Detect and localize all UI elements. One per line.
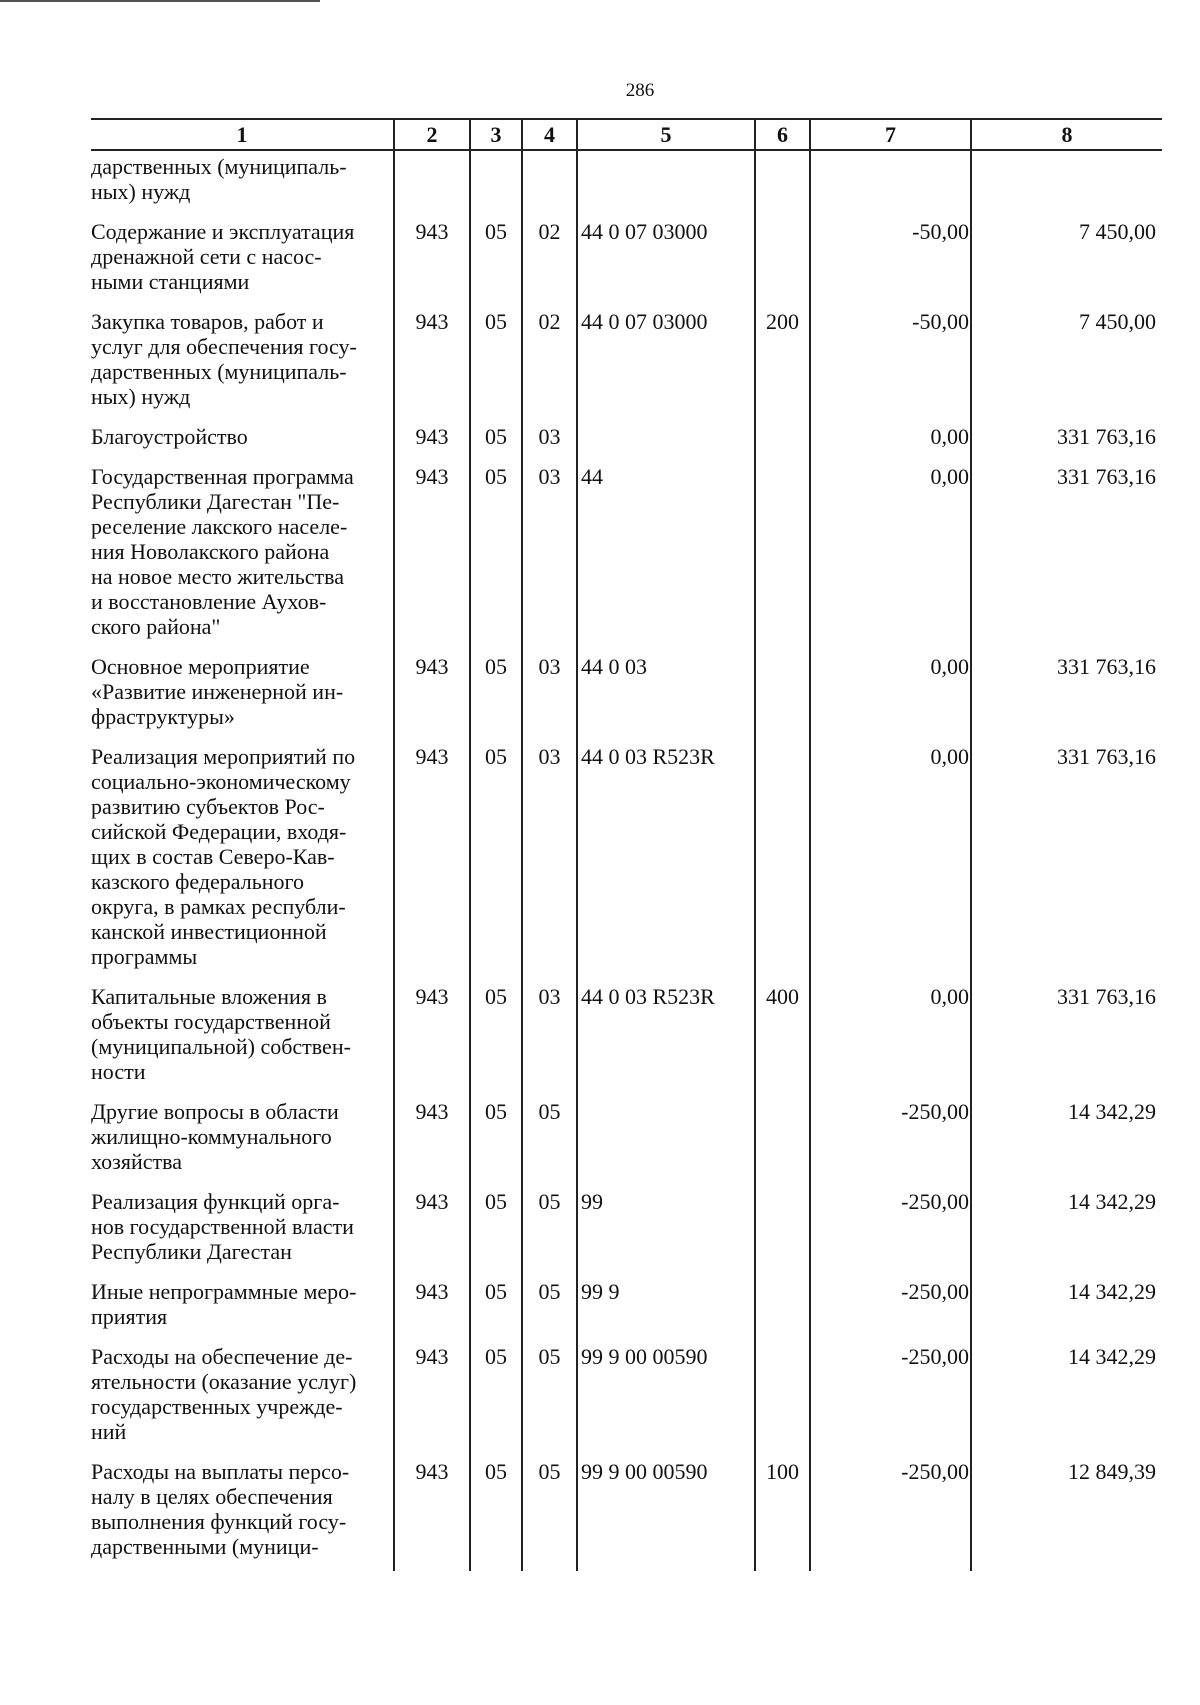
cell-change-amount — [810, 150, 971, 216]
row-description: Благоустройство — [91, 424, 248, 449]
column-header-4: 4 — [522, 119, 577, 150]
cell-total-amount: 14 342,29 — [971, 1276, 1162, 1341]
cell-section: 05 — [470, 421, 522, 461]
cell-admin-code: 943 — [394, 216, 470, 306]
cell-change-amount: -250,00 — [810, 1096, 971, 1186]
cell-subsection: 03 — [522, 651, 577, 741]
table-row — [91, 741, 1162, 981]
cell-target-article: 44 0 07 03000 — [577, 216, 755, 306]
cell-section: 05 — [470, 981, 522, 1096]
cell-target-article: 99 — [577, 1186, 755, 1276]
cell-admin-code: 943 — [394, 1186, 470, 1276]
cell-section — [470, 150, 522, 216]
cell-target-article: 44 0 03 R523R — [577, 981, 755, 1096]
row-description: Иные непрограммные меро- приятия — [91, 1279, 357, 1329]
cell-change-amount: -250,00 — [810, 1341, 971, 1456]
cell-admin-code: 943 — [394, 1276, 470, 1341]
cell-total-amount: 7 450,00 — [971, 216, 1162, 306]
page-number: 286 — [625, 80, 655, 101]
cell-change-amount: -50,00 — [810, 306, 971, 421]
cell-total-amount: 331 763,16 — [971, 741, 1162, 981]
row-description: Государственная программа Республики Дагестан "Пе- реселение лакского населе- ния Новолакского района на новое место жительства и восстановление Аухов- ского района" — [91, 464, 354, 639]
cell-admin-code: 943 — [394, 306, 470, 421]
cell-expense-type: 100 — [755, 1456, 810, 1571]
budget-table — [91, 118, 1162, 1571]
cell-expense-type — [755, 1186, 810, 1276]
table-row — [91, 1276, 1162, 1341]
cell-change-amount: 0,00 — [810, 981, 971, 1096]
row-description: Расходы на обеспечение де- ятельности (оказание услуг) государственных учрежде- ний — [91, 1344, 357, 1444]
cell-target-article — [577, 421, 755, 461]
cell-total-amount: 14 342,29 — [971, 1186, 1162, 1276]
row-description: дарственных (муниципаль- ных) нужд — [91, 154, 347, 204]
cell-section: 05 — [470, 461, 522, 651]
cell-target-article: 99 9 — [577, 1276, 755, 1341]
table-body — [91, 150, 1162, 1571]
cell-total-amount: 7 450,00 — [971, 306, 1162, 421]
cell-total-amount — [971, 150, 1162, 216]
cell-subsection: 05 — [522, 1341, 577, 1456]
row-description: Реализация функций орга- нов государственной власти Республики Дагестан — [91, 1189, 354, 1264]
cell-expense-type — [755, 421, 810, 461]
cell-total-amount: 14 342,29 — [971, 1341, 1162, 1456]
cell-section: 05 — [470, 741, 522, 981]
cell-change-amount: 0,00 — [810, 651, 971, 741]
row-description: Основное мероприятие «Развитие инженерной ин- фраструктуры» — [91, 654, 344, 729]
table-row — [91, 461, 1162, 651]
cell-total-amount: 331 763,16 — [971, 651, 1162, 741]
cell-subsection: 03 — [522, 981, 577, 1096]
column-header-2: 2 — [394, 119, 470, 150]
cell-target-article — [577, 150, 755, 216]
cell-target-article: 99 9 00 00590 — [577, 1341, 755, 1456]
cell-total-amount: 14 342,29 — [971, 1096, 1162, 1186]
cell-total-amount: 331 763,16 — [971, 421, 1162, 461]
table-row — [91, 216, 1162, 306]
cell-subsection: 05 — [522, 1186, 577, 1276]
table-row — [91, 150, 1162, 216]
cell-section: 05 — [470, 306, 522, 421]
top-edge-rule — [0, 0, 320, 2]
column-header-8: 8 — [971, 119, 1162, 150]
cell-change-amount: -250,00 — [810, 1276, 971, 1341]
cell-change-amount: 0,00 — [810, 741, 971, 981]
row-description: Закупка товаров, работ и услуг для обеспечения госу- дарственных (муниципаль- ных) нужд — [91, 309, 357, 409]
cell-admin-code: 943 — [394, 1096, 470, 1186]
table-row — [91, 1186, 1162, 1276]
cell-section: 05 — [470, 216, 522, 306]
table-row — [91, 1456, 1162, 1571]
cell-subsection — [522, 150, 577, 216]
cell-subsection: 03 — [522, 741, 577, 981]
cell-admin-code: 943 — [394, 981, 470, 1096]
column-header-6: 6 — [755, 119, 810, 150]
column-header-7: 7 — [810, 119, 971, 150]
cell-change-amount: -50,00 — [810, 216, 971, 306]
cell-expense-type — [755, 150, 810, 216]
cell-expense-type — [755, 651, 810, 741]
cell-subsection: 05 — [522, 1276, 577, 1341]
cell-section: 05 — [470, 651, 522, 741]
cell-total-amount: 331 763,16 — [971, 461, 1162, 651]
cell-change-amount: -250,00 — [810, 1456, 971, 1571]
row-description: Другие вопросы в области жилищно-коммунального хозяйства — [91, 1099, 339, 1174]
table-row — [91, 981, 1162, 1096]
cell-target-article: 44 0 03 R523R — [577, 741, 755, 981]
table-row — [91, 306, 1162, 421]
row-description: Реализация мероприятий по социально-экономическому развитию субъектов Рос- сийской Федерации, входя- щих в состав Северо-Кав- казского федерального округа, в рамках республи- канской инвестиционной программы — [91, 744, 356, 969]
cell-admin-code: 943 — [394, 1341, 470, 1456]
row-description: Содержание и эксплуатация дренажной сети с насос- ными станциями — [91, 219, 355, 294]
column-header-3: 3 — [470, 119, 522, 150]
cell-admin-code: 943 — [394, 461, 470, 651]
cell-subsection: 02 — [522, 216, 577, 306]
cell-target-article: 44 — [577, 461, 755, 651]
cell-section: 05 — [470, 1456, 522, 1571]
cell-section: 05 — [470, 1186, 522, 1276]
cell-expense-type — [755, 1276, 810, 1341]
cell-section: 05 — [470, 1096, 522, 1186]
table-row — [91, 1341, 1162, 1456]
cell-expense-type — [755, 1096, 810, 1186]
cell-section: 05 — [470, 1276, 522, 1341]
cell-change-amount: -250,00 — [810, 1186, 971, 1276]
cell-change-amount: 0,00 — [810, 461, 971, 651]
cell-admin-code: 943 — [394, 421, 470, 461]
cell-subsection: 03 — [522, 461, 577, 651]
cell-subsection: 05 — [522, 1456, 577, 1571]
cell-section: 05 — [470, 1341, 522, 1456]
cell-admin-code: 943 — [394, 1456, 470, 1571]
cell-target-article: 44 0 07 03000 — [577, 306, 755, 421]
cell-admin-code — [394, 150, 470, 216]
cell-expense-type — [755, 741, 810, 981]
table-header-row — [91, 119, 1162, 150]
column-header-1: 1 — [91, 119, 394, 150]
cell-expense-type — [755, 1341, 810, 1456]
cell-change-amount: 0,00 — [810, 421, 971, 461]
cell-expense-type: 200 — [755, 306, 810, 421]
cell-admin-code: 943 — [394, 651, 470, 741]
table-row — [91, 1096, 1162, 1186]
cell-target-article: 99 9 00 00590 — [577, 1456, 755, 1571]
cell-subsection: 03 — [522, 421, 577, 461]
column-header-5: 5 — [577, 119, 755, 150]
table-row — [91, 421, 1162, 461]
table-row — [91, 651, 1162, 741]
cell-admin-code: 943 — [394, 741, 470, 981]
cell-expense-type: 400 — [755, 981, 810, 1096]
cell-expense-type — [755, 461, 810, 651]
cell-total-amount: 12 849,39 — [971, 1456, 1162, 1571]
cell-expense-type — [755, 216, 810, 306]
cell-subsection: 02 — [522, 306, 577, 421]
cell-total-amount: 331 763,16 — [971, 981, 1162, 1096]
row-description: Расходы на выплаты персо- налу в целях обеспечения выполнения функций госу- дарственными (муници- — [91, 1459, 350, 1559]
cell-target-article: 44 0 03 — [577, 651, 755, 741]
cell-target-article — [577, 1096, 755, 1186]
cell-subsection: 05 — [522, 1096, 577, 1186]
row-description: Капитальные вложения в объекты государственной (муниципальной) собствен- ности — [91, 984, 351, 1084]
